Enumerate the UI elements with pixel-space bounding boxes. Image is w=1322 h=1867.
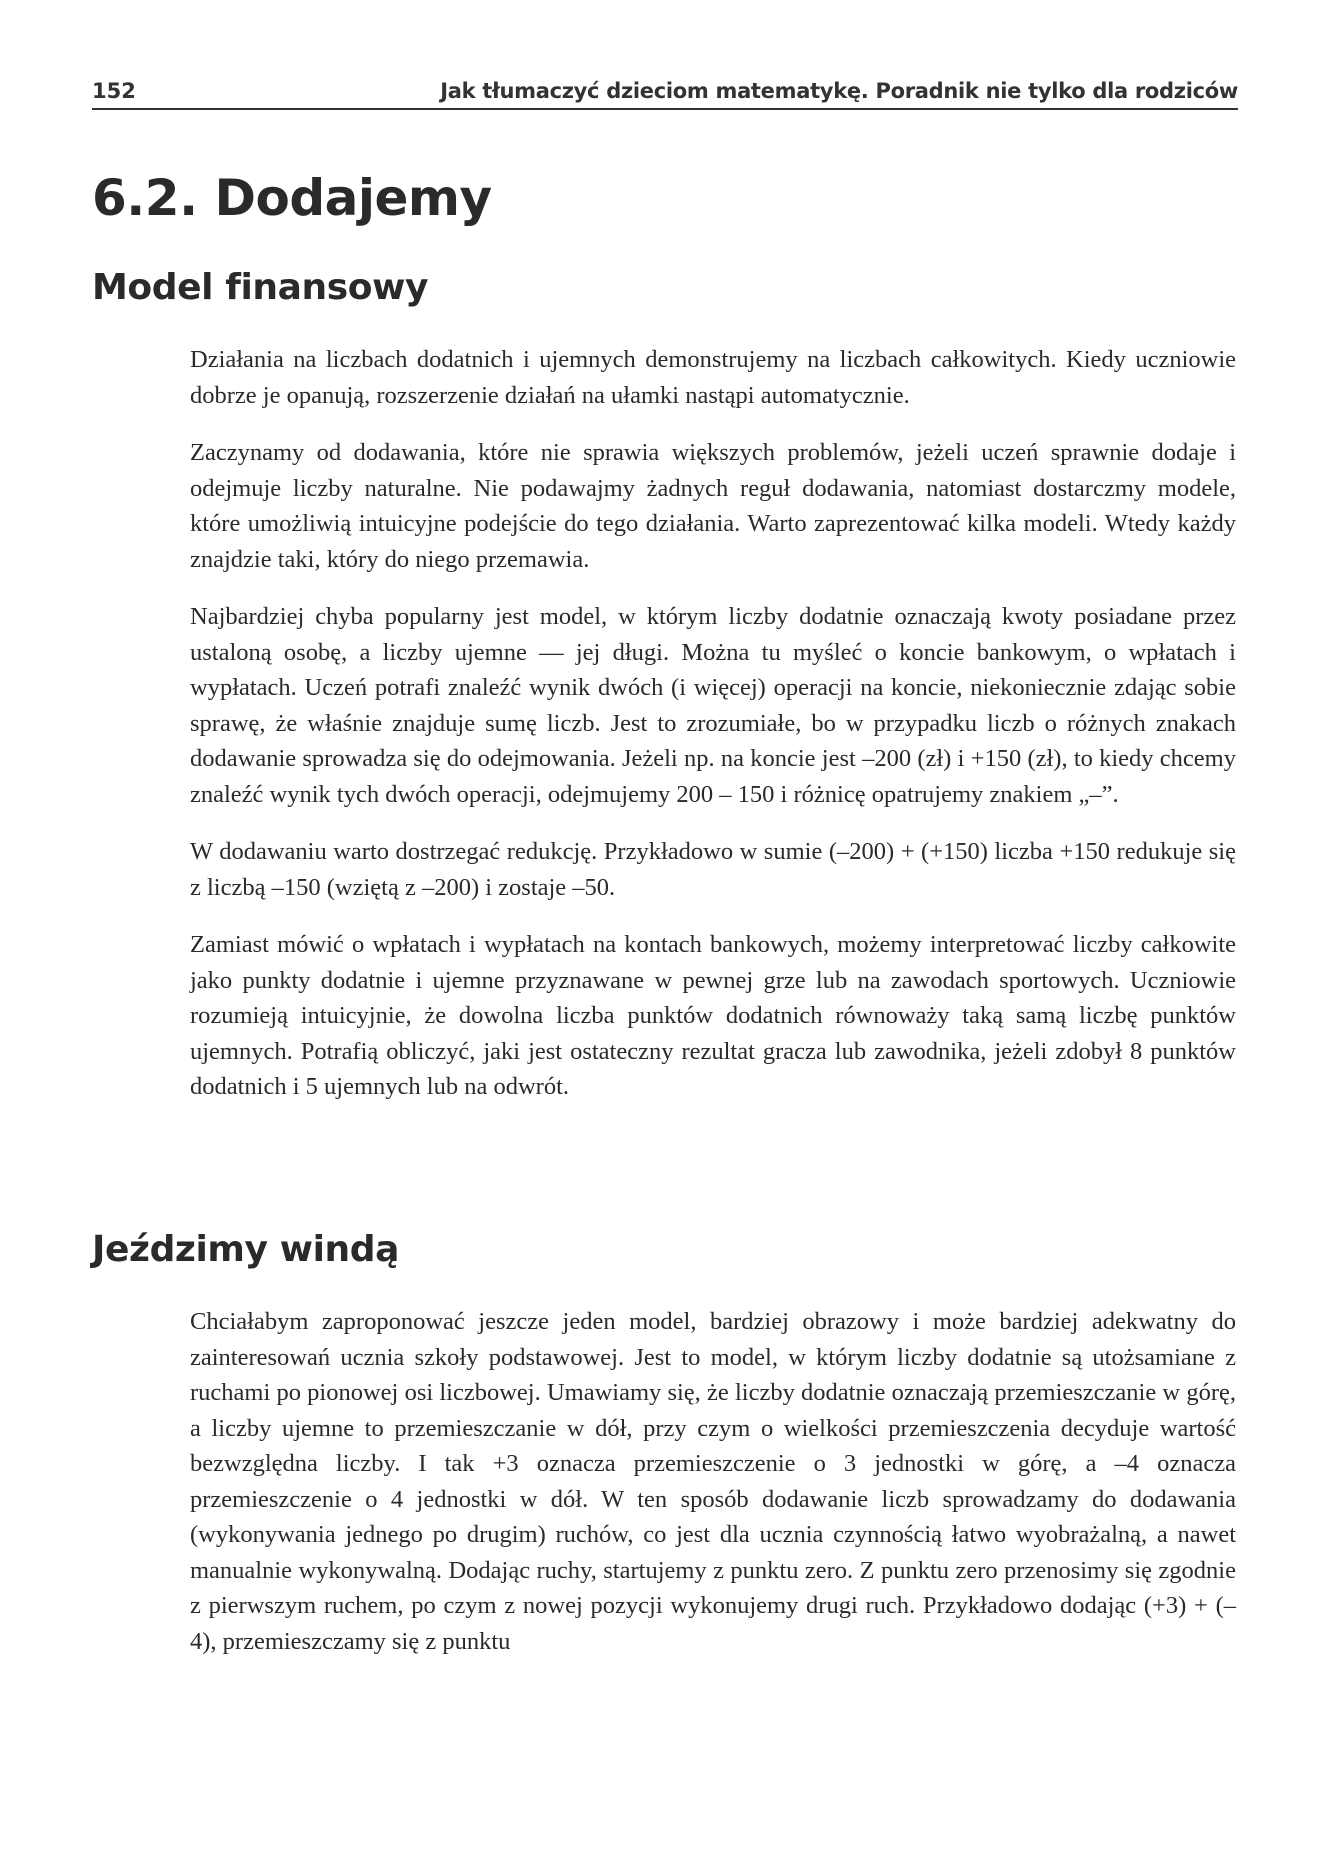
section-body-jezdzimy-winda bbox=[190, 1304, 1236, 1681]
paragraph: Działania na liczbach dodatnich i ujemnych demonstrujemy na liczbach całkowitych. Kiedy uczniowie dobrze je opanują, rozszerzenie działań na ułamki nastąpi automatycznie. bbox=[190, 346, 1236, 409]
book-title: Jak tłumaczyć dzieciom matematykę. Poradnik nie tylko dla rodziców bbox=[440, 79, 1238, 103]
chapter-title: 6.2. Dodajemy bbox=[92, 169, 492, 227]
section-heading-jezdzimy-winda: Jeździmy windą bbox=[92, 1229, 400, 1270]
section-heading-model-finansowy: Model finansowy bbox=[92, 267, 429, 308]
section-body-model-finansowy bbox=[190, 342, 1236, 1127]
paragraph: Chciałabym zaproponować jeszcze jeden model, bardziej obrazowy i może bardziej adekwatny do zainteresowań ucznia szkoły podstawowej. Jest to model, w którym liczby dodatnie są utożsamiane z ruchami po pionowej osi liczbowej. Umawiamy się, że liczby dodatnie oznaczają przemieszczanie w górę, a liczby ujemne to przemieszczanie w dół, przy czym o wielkości przemieszczenia decyduje wartość bezwzględna liczby. I tak +3 oznacza przemieszczenie o 3 jednostki w górę, a –4 oznacza przemieszczenie o 4 jednostki w dół. W ten sposób dodawanie liczb sprowadzamy do dodawania (wykonywania jednego po drugim) ruchów, co jest dla ucznia czynnością łatwo wyobrażalną, a nawet manualnie wykonywalną. Dodając ruchy, startujemy z punktu zero. Z punktu zero przenosimy się zgodnie z pierwszym ruchem, po czym z nowej pozycji wykonujemy drugi ruch. Przykładowo dodając (+3) + (–4), przemieszczamy się z punktu bbox=[190, 1308, 1236, 1655]
running-header bbox=[92, 74, 1238, 110]
paragraph: Najbardziej chyba popularny jest model, w którym liczby dodatnie oznaczają kwoty posiadane przez ustaloną osobę, a liczby ujemne — jej długi. Można tu myśleć o koncie bankowym, o wpłatach i wypłatach. Uczeń potrafi znaleźć wynik dwóch (i więcej) operacji na koncie, niekoniecznie zdając sobie sprawę, że właśnie znajduje sumę liczb. Jest to zrozumiałe, bo w przypadku liczb o różnych znakach dodawanie sprowadza się do odejmowania. Jeżeli np. na koncie jest –200 (zł) i +150 (zł), to kiedy chcemy znaleźć wynik tych dwóch operacji, odejmujemy 200 – 150 i różnicę opatrujemy znakiem „–”. bbox=[190, 603, 1236, 808]
paragraph: Zamiast mówić o wpłatach i wypłatach na kontach bankowych, możemy interpretować liczby całkowite jako punkty dodatnie i ujemne przyznawane w pewnej grze lub na zawodach sportowych. Uczniowie rozumieją intuicyjnie, że dowolna liczba punktów dodatnich równoważy taką samą liczbę punktów ujemnych. Potrafią obliczyć, jaki jest ostateczny rezultat gracza lub zawodnika, jeżeli zdobył 8 punktów dodatnich i 5 ujemnych lub na odwrót. bbox=[190, 931, 1236, 1100]
page-number: 152 bbox=[92, 79, 136, 103]
paragraph: Zaczynamy od dodawania, które nie sprawia większych problemów, jeżeli uczeń sprawnie dodaje i odejmuje liczby naturalne. Nie podawajmy żadnych reguł dodawania, natomiast dostarczmy modele, które umożliwią intuicyjne podejście do tego działania. Warto zaprezentować kilka modeli. Wtedy każdy znajdzie taki, który do niego przemawia. bbox=[190, 439, 1236, 573]
paragraph: W dodawaniu warto dostrzegać redukcję. Przykładowo w sumie (–200) + (+150) liczba +150 redukuje się z liczbą –150 (wziętą z –200) i zostaje –50. bbox=[190, 838, 1236, 901]
